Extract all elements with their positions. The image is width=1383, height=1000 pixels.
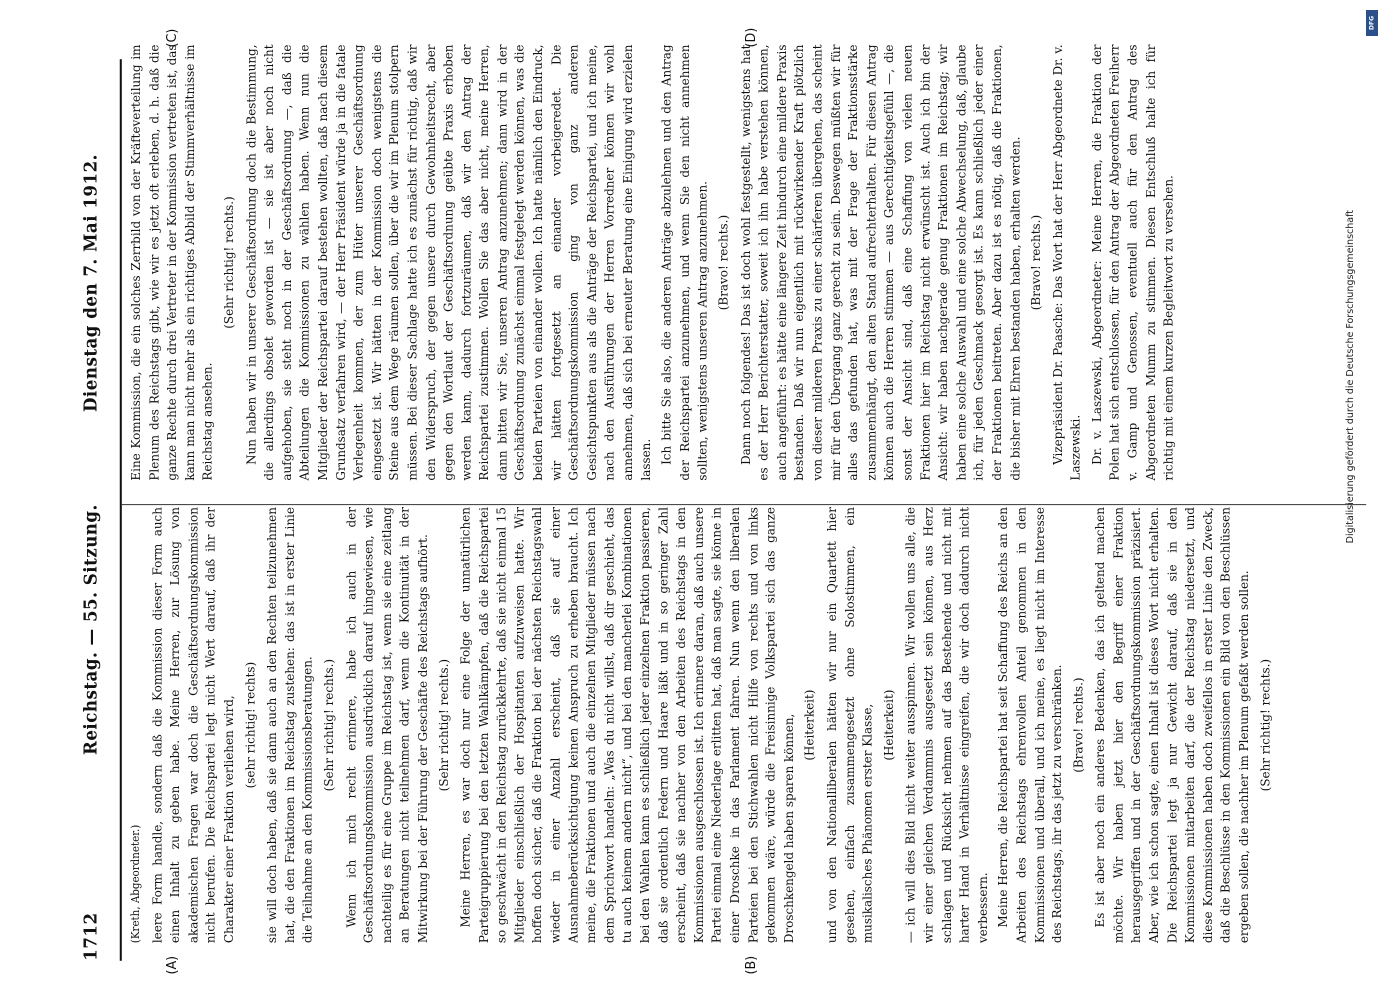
paragraph: leere Form handle, sondern daß die Kommission dieser Form auch einen Inhalt zu geben habe. Meine Herren, zur Lösung von akademischen Fragen war doch die Geschäftsordnungskommission nicht berufen. Die Reichspartei legt nicht Wert darauf, daß ihr der Charakter einer Fraktion verliehen wird,	[149, 507, 237, 944]
page-header	[81, 59, 110, 961]
interjection: (Heiterkeit)	[881, 689, 896, 761]
paragraph: Eine Kommission, die ein solches Zerrbild von der Kräfteverteilung im Plenum des Reichstags gibt, wie wir es jetzt oft erleben, d. h. daß die ganze Rechte durch drei Vertreter in der Kommission vertreten ist, das kann man nicht mehr als ein richtiges Abbild der Stimmverhältnisse im Reichstag ansehen.	[128, 44, 216, 481]
paragraph: Ich bitte Sie also, die anderen Anträge abzulehnen und den Antrag der Reichspartei anzunehmen, und wenn Sie den nicht annehmen sollten, wenigstens unseren Antrag anzunehmen.	[659, 44, 710, 481]
paragraph: Meine Herren, die Reichspartei hat seit Schaffung des Reichs an den Arbeiten des Reichstags ehrenvollen Anteil genommen in den Kommissionen und überall, und ich meine, es liegt nicht im Interesse des Reichstags, ihr das jetzt zu verschränken.	[996, 507, 1065, 944]
speaker-hint: (Kreth, Abgeordneter.)	[129, 824, 143, 944]
interjection: (Heiterkeit)	[802, 689, 817, 761]
paragraph: Wenn ich mich recht erinnere, habe ich auch in der Geschäftsordnungskommission ausdrücklich darauf hingewiesen, wie nachteilig es für eine Gruppe im Reichstag ist, wenn sie eine zeitlang an Beratungen nicht teilnehmen darf, wenn die Kontinuität in der Mitwirkung bei der Führung der Geschäfte des Reichstags aufhört.	[343, 507, 430, 944]
digitization-credit: Digitalisierung gefördert durch die Deutsche Forschungsgemeinschaft	[1345, 210, 1356, 544]
left-column-body	[149, 507, 1275, 943]
interjection: (Sehr richtig! rechts.)	[221, 196, 237, 329]
margin-marker-a: (A)	[164, 955, 180, 975]
interjection: (Bravo! rechts.)	[716, 214, 731, 311]
document-page	[30, 20, 1383, 1000]
margin-marker-d: (D)	[744, 27, 760, 48]
right-column-body	[128, 44, 1178, 480]
margin-marker-b: (B)	[744, 955, 760, 975]
paragraph: Dr. v. Laszewski, Abgeordneter: Meine Herren, die Fraktion der Polen hat sich entschlossen, für den Antrag der Abgeordneten Freiherr v. Gamp und Genossen, eventuell auch für den Antrag des Abgeordneten Mumm zu stimmen. Diesen Entschluß halte ich für richtig mit einem kurzen Begleitwort zu versehen.	[1089, 44, 1176, 481]
interjection: (Sehr richtig! rechts.)	[321, 658, 336, 792]
interjection: (Bravo! rechts.)	[1071, 677, 1086, 773]
paragraph: — ich will dies Bild nicht weiter ausspinnen. Wir wollen uns alle, die wir einer gleichen Verdammnis ausgesetzt sein können, aus Herz schlagen und Rücksicht nehmen auf das Bestehende und nicht mit harter Hand in Verhältnisse eingreifen, die wir doch dadurch nicht verbessern.	[903, 507, 990, 944]
dfg-logo: DFG	[1366, 10, 1378, 36]
paragraph: Meine Herren, es war doch nur eine Folge der unnatürlichen Parteigruppierung bei den letzten Wahlkämpfen, daß die Reichspartei so geschwächt in den Reichstag zurückkehrte, daß sie nicht einmal 15 Mitglieder einschließlich der Hospitanten aufzuweisen hatte. Wir hoffen doch sicher, daß die Fraktion bei der nächsten Reichstagswahl wieder in einer Anzahl erscheint, daß sie auf einer Ausnahmeberücksichtigung keinen Anspruch zu erheben braucht. Ich meine, die Fraktionen und auch die einzelnen Mitglieder müssen nach dem Sprichwort handeln: „Was du nicht willst, daß dir geschieht, das tu auch keinem andern nicht“, und bei den mancherlei Kombinationen bei den Wahlen kann es schließlich jeder einzelnen Fraktion passieren, daß sie ordentlich Federn und Haare läßt und in so geringer Zahl erscheint, daß sie nachher von den Arbeiten des Reichstags in den Kommissionen ausgeschlossen ist. Ich erinnere daran, daß auch unsere Partei einmal eine Niederlage erlitten hat, daß man sagte, sie könne in einer Droschke in das Parlament fahren. Nun wenn den liberalen Parteien bei den Stichwahlen nicht Hilfe von rechts und von links gekommen wäre, würde die Freisinnige Volkspartei sich das ganze Droschkengeld haben sparen können,	[458, 507, 796, 944]
session-title: Reichstag. — 55. Sitzung.	[81, 504, 102, 755]
paragraph: Vizepräsident Dr. Paasche: Das Wort hat der Herr Abgeordnete Dr. v. Laszewski.	[1050, 44, 1083, 481]
right-column	[128, 44, 1367, 480]
interjection: (Bravo! rechts.)	[1028, 214, 1043, 311]
paragraph: sie will doch haben, daß sie dann auch an den Rechten teilzunehmen hat, die den Fraktionen im Reichstag zustehen: das ist in erster Linie die Teilnahme an den Kommissionsberatungen.	[264, 507, 315, 944]
paragraph: Nun haben wir in unserer Geschäftsordnung doch die Bestimmung, die allerdings obsolet geworden ist — sie ist aber noch nicht aufgehoben, sie steht noch in der Geschäftsordnung —, daß die Abteilungen die Kommissionen zu wählen haben. Wenn nun die Mitglieder der Reichspartei darauf bestehen wollten, daß nach diesem Grundsatz verfahren wird, — der Herr Präsident würde ja in die fatale Verlegenheit kommen, der zum Hüter unserer Geschäftsordnung eingesetzt ist. Wir hätten in der Kommission doch wenigstens die Steine aus dem Wege räumen sollen, über die wir im Plenum stolpern müssen. Bei dieser Sachlage hatte ich es zunächst für richtig, daß wir den Widerspruch, der gegen unsere durch Gewohnheitsrecht, aber gegen den Wortlaut der Geschäftsordnung geübte Praxis erhoben werden kann, dadurch fortzuräumen, daß wir den Antrag der Reichspartei zustimmen. Wollen Sie das aber nicht, meine Herren, dann bitten wir Sie, unseren Antrag anzunehmen; dann wird in der Geschäftsordnung zunächst einmal festgelegt werden können, was die beiden Parteien von einander wollen. Ich hatte nämlich den Eindruck, wir hätten fortgesetzt an einander vorbeigeredet. Die Geschäftsordnungskommission ging von ganz anderen Gesichtspunkten aus als die Anträge der Reichspartei, und ich meine, nach den Ausführungen der Herren Vorredner können wir wohl annehmen, daß sich bei erneuter Beratung eine Einigung wird erzielen lassen.	[243, 44, 653, 481]
column-divider	[122, 504, 1366, 505]
header-rule	[120, 59, 122, 961]
session-date: Dienstag den 7. Mai 1912.	[81, 154, 102, 413]
interjection: (Sehr richtig! rechts.)	[1257, 658, 1272, 792]
interjection: (Sehr richtig! rechts.)	[436, 658, 451, 792]
left-column	[128, 507, 1367, 943]
interjection: (sehr richtig! rechts)	[242, 661, 258, 789]
paragraph: und von den Nationalliberalen hätten wir nur ein Quartett hier gesehen, einfach zusammengesetzt ohne Solostimmen, ein musikalisches Phänomen erster Klasse,	[824, 507, 875, 944]
page-number: 1712	[81, 912, 102, 961]
paragraph: Dann noch folgendes! Das ist doch wohl festgestellt, wenigstens hat es der Herr Berichterstatter, soweit ich ihn habe verstehen können, auch angeführt: es hätte eine längere Zeit hindurch eine mildere Praxis bestanden. Daß wir nun eigentlich mit rückwirkender Kraft plötzlich von dieser milderen Praxis zu einer schärferen übergehen, das scheint mir für den Übergang ganz gerecht zu sein. Deswegen müßten wir für alles das gefunden hat, was mit der Frage der Fraktionsstärke zusammenhängt, den alten Stand aufrechterhalten. Für diesen Antrag können auch die Herren stimmen — aus Gerechtigkeitsgefühl —, die sonst der Ansicht sind, daß eine Schaffung von vielen neuen Fraktionen hier im Reichstag nicht erwünscht ist. Auch ich bin der Ansicht: wir haben nachgerade genug Fraktionen im Reichstag; wir haben eine solche Auswahl und eine solche Abwechselung, daß, glaube ich, für jeden Geschmack gesorgt ist. Es kann schließlich jeder einer der Fraktionen beitreten. Aber dazu ist es nötig, daß die Fraktionen, die bisher mit Ehren bestanden haben, erhalten werden.	[738, 44, 1022, 481]
margin-marker-c: (C)	[164, 28, 180, 48]
paragraph: Es ist aber noch ein anderes Bedenken, das ich geltend machen möchte. Wir haben jetzt hier den Begriff einer Fraktion herausgegriffen und in der Geschäftsordnungskommission präzisiert. Aber, wie ich schon sagte, einen Inhalt ist dieses Wort nicht erhalten. Die Reichspartei legt ja nur Gewicht darauf, daß sie in den Kommissionen mitarbeiten darf, die der Reichstag niedersetzt, und diese Kommissionen haben doch zweifellos in erster Linie den Zweck, daß die Beschlüsse in den Kommissionen ein Bild von den Beschlüssen ergeben sollen, die nachher im Plenum gefaßt werden sollen.	[1093, 507, 1251, 944]
